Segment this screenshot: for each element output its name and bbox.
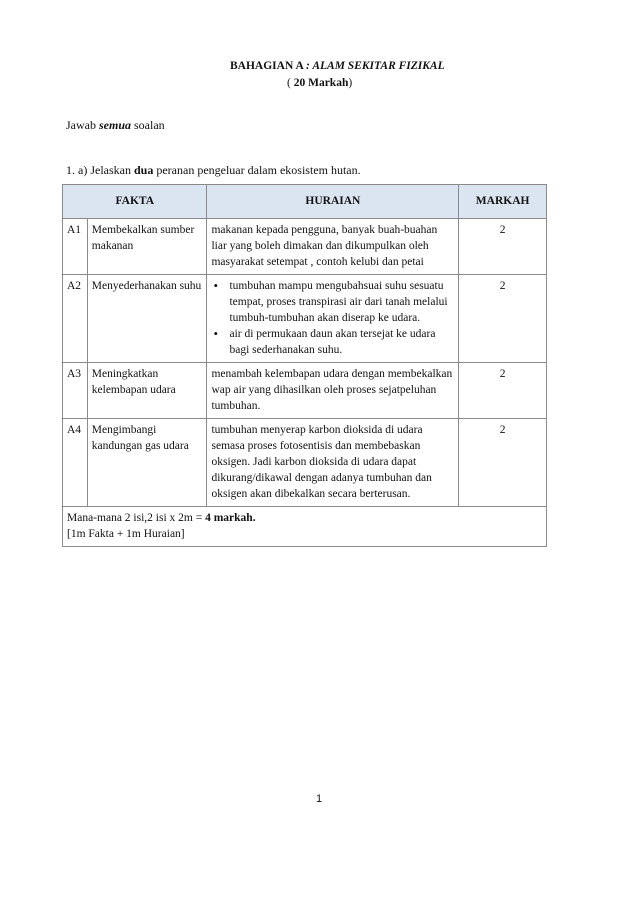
table-header-row: [63, 185, 547, 219]
instruction-text: [66, 118, 165, 133]
header-huraian: HURAIAN: [207, 185, 459, 219]
row-huraian: makanan kepada pengguna, banyak buah-buahan liar yang boleh dimakan dan dikumpulkan oleh masyarakat setempat , contoh kelubi dan petai: [207, 219, 459, 275]
bullet-item: • air di permukaan daun akan tersejat ke udara bagi sederhanakan suhu.: [211, 326, 454, 358]
table-row: [63, 363, 547, 419]
instruction-emphasis: semua: [99, 118, 132, 132]
row-markah: 2: [459, 275, 547, 363]
header-fakta: FAKTA: [63, 185, 207, 219]
row-huraian: menambah kelembapan udara dengan membekalkan wap air yang dihasilkan oleh proses sejatpeluhan tumbuhan.: [207, 363, 459, 419]
marks-close: ): [348, 77, 353, 89]
scheme-line-1: [67, 510, 542, 526]
title-part-a: BAHAGIAN A: [230, 60, 304, 72]
row-fakta: Menyederhanakan suhu: [87, 275, 207, 363]
question-post: peranan pengeluar dalam ekosistem hutan.: [153, 163, 361, 177]
row-markah: 2: [459, 219, 547, 275]
question-pre: 1. a) Jelaskan: [66, 163, 134, 177]
row-fakta: Meningkatkan kelembapan udara: [87, 363, 207, 419]
marking-scheme-note: [63, 507, 547, 547]
marks-line: [287, 75, 352, 91]
row-markah: 2: [459, 363, 547, 419]
title-line: [230, 58, 445, 74]
question-text: [66, 163, 361, 178]
scheme-line-1-pre: Mana-mana 2 isi,2 isi x 2m =: [67, 512, 206, 524]
row-huraian: tumbuhan menyerap karbon dioksida di udara semasa proses fotosentisis dan membebaskan oksigen. Jadi karbon dioksida di udara dapat dikurang/dikawal dengan adanya tumbuhan dan oksigen akan dibekalkan secara berterusan.: [207, 419, 459, 507]
scheme-line-1-bold: 4 markah.: [205, 512, 256, 524]
row-huraian: [207, 275, 459, 363]
table-row: [63, 419, 547, 507]
row-id: A1: [63, 219, 88, 275]
marks-open: (: [287, 77, 291, 89]
table-row: [63, 219, 547, 275]
huraian-bullet-list: [211, 278, 454, 358]
instruction-post: soalan: [131, 118, 165, 132]
answer-table: [62, 184, 547, 547]
marks-value: 20 Markah: [293, 77, 349, 89]
bullet-item: • tumbuhan mampu mengubahsuai suhu sesuatu tempat, proses transpirasi air dari tanah melalui tumbuh-tumbuhan akan diserap ke udara.: [211, 278, 454, 326]
row-fakta: Membekalkan sumber makanan: [87, 219, 207, 275]
scheme-line-2: [1m Fakta + 1m Huraian]: [67, 528, 185, 540]
row-id: A2: [63, 275, 88, 363]
page-number: 1: [315, 793, 323, 805]
row-id: A3: [63, 363, 88, 419]
table-footer-row: [63, 507, 547, 547]
row-id: A4: [63, 419, 88, 507]
row-markah: 2: [459, 419, 547, 507]
instruction-pre: Jawab: [66, 118, 99, 132]
header-markah: MARKAH: [459, 185, 547, 219]
row-fakta: Mengimbangi kandungan gas udara: [87, 419, 207, 507]
table-row: [63, 275, 547, 363]
question-emphasis: dua: [133, 163, 154, 177]
title-part-b: : ALAM SEKITAR FIZIKAL: [306, 60, 445, 72]
